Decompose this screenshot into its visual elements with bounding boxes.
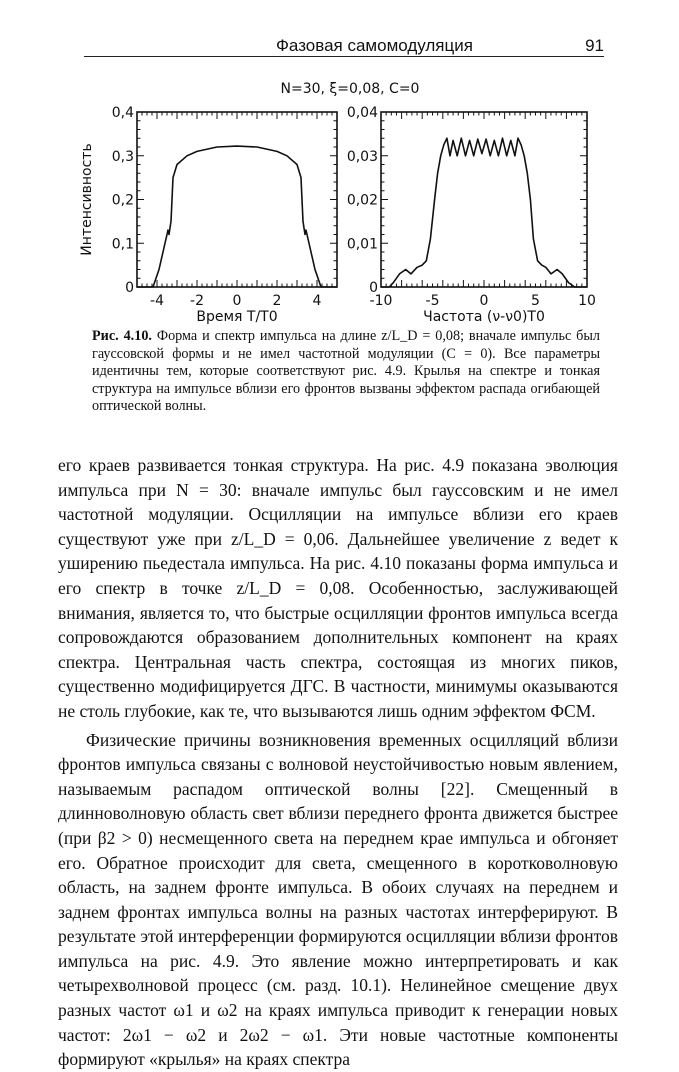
chart-spectrum [347, 105, 596, 325]
body-text [58, 453, 618, 1072]
caption-text: Форма и спектр импульса на длине z/L_D = 0,08; вначале импульс был гауссовской формы и не имел частотной модуляции (C = 0). Все параметры идентичны тем, которые соответствуют рис. 4.9. Крылья на спектре и тонкая структура на импульсе вблизи его фронтов вызваны эффектом распада огибающей оптической волны. [92, 328, 601, 415]
y-tick-label: 0,01 [346, 236, 378, 253]
y-tick-label: 0,02 [346, 192, 378, 209]
y-tick-label: 0,04 [346, 105, 378, 121]
plot-frame [381, 112, 587, 287]
x-tick-label: 2 [272, 293, 282, 309]
caption-label: Рис. 4.10. [92, 328, 152, 344]
y-tick-label: 0,03 [346, 148, 378, 165]
running-header [84, 36, 604, 57]
figure-4-10 [0, 75, 679, 325]
chart-time-intensity [79, 105, 337, 325]
x-axis-label: Частота (ν-ν0)T0 [423, 309, 545, 325]
series-line-spectrum [381, 138, 587, 287]
paragraph-2: Физические причины возникновения временных осцилляций вблизи фронтов импульса связаны с волновой неустойчивостью новым явлением, называемым распадом оптической волны [22]. Смещенный в длинноволновую область свет вблизи переднего фронта движется быстрее (при β2 > 0) несмещенного света на переднем крае импульса и обгоняет его. Обратное происходит для света, смещенного в коротковолновую область, на заднем фронте импульса. В обоих случаях на переднем и заднем фронтах импульса волны на разных частотах интерферируют. В результате этой интерференции формируются осцилляции вблизи фронтов импульса на рис. 4.9. Это явление можно интерпретировать и как четырехволновой процесс (см. разд. 10.1). Нелинейное смещение двух разных частот ω1 и ω2 на краях импульса приводит к генерации новых частот: 2ω1 − ω2 и 2ω2 − ω1. Эти новые частотные компоненты формируют «крылья» на краях спектра [58, 729, 618, 1070]
y-tick-label: 0,4 [111, 105, 134, 121]
figure-suptitle: N=30, ξ=0,08, C=0 [280, 81, 420, 97]
running-title: Фазовая самомодуляция [276, 36, 473, 55]
plot-frame [137, 112, 337, 287]
paragraph-1: его краев развивается тонкая структура. На рис. 4.9 показана эволюция импульса при N = 30: вначале импульс был гауссовским и не имел частотной модуляции. Осцилляции на импульсе вблизи его краев существуют уже при z/L_D = 0,06. Дальнейшее увеличение z ведет к уширению пьедестала импульса. На рис. 4.10 показаны форма импульса и его спектр в точке z/L_D = 0,08. Особенностью, заслуживающей внимания, является то, что быстрые осцилляции фронтов импульса всегда сопровождаются образованием дополнительных компонент на краях спектра. Центральная часть спектра, состоящая из многих пиков, существенно модифицируется ДГС. В частности, минимумы оказываются не столь глубокие, как те, что вызываются лишь одним эффектом ФСМ. [58, 455, 618, 721]
x-tick-label: 10 [578, 293, 596, 309]
series-line-intensity [137, 146, 337, 287]
figure-caption [92, 328, 600, 416]
y-tick-label: 0,3 [111, 148, 134, 165]
x-tick-label: 0 [232, 293, 242, 309]
x-tick-label: -10 [369, 293, 393, 309]
x-axis-label: Время T/T0 [196, 309, 278, 325]
y-tick-label: 0,1 [111, 236, 134, 253]
x-tick-label: -4 [150, 293, 164, 309]
x-tick-label: 4 [312, 293, 322, 309]
x-tick-label: -2 [190, 293, 204, 309]
x-tick-label: -5 [425, 293, 440, 309]
y-tick-label: 0,2 [111, 192, 134, 209]
x-tick-label: 5 [531, 293, 540, 309]
y-tick-label: 0 [369, 280, 378, 296]
page-number: 91 [585, 36, 604, 55]
y-axis-label: Интенсивность [79, 143, 95, 256]
y-tick-label: 0 [125, 280, 134, 296]
x-tick-label: 0 [479, 293, 489, 309]
